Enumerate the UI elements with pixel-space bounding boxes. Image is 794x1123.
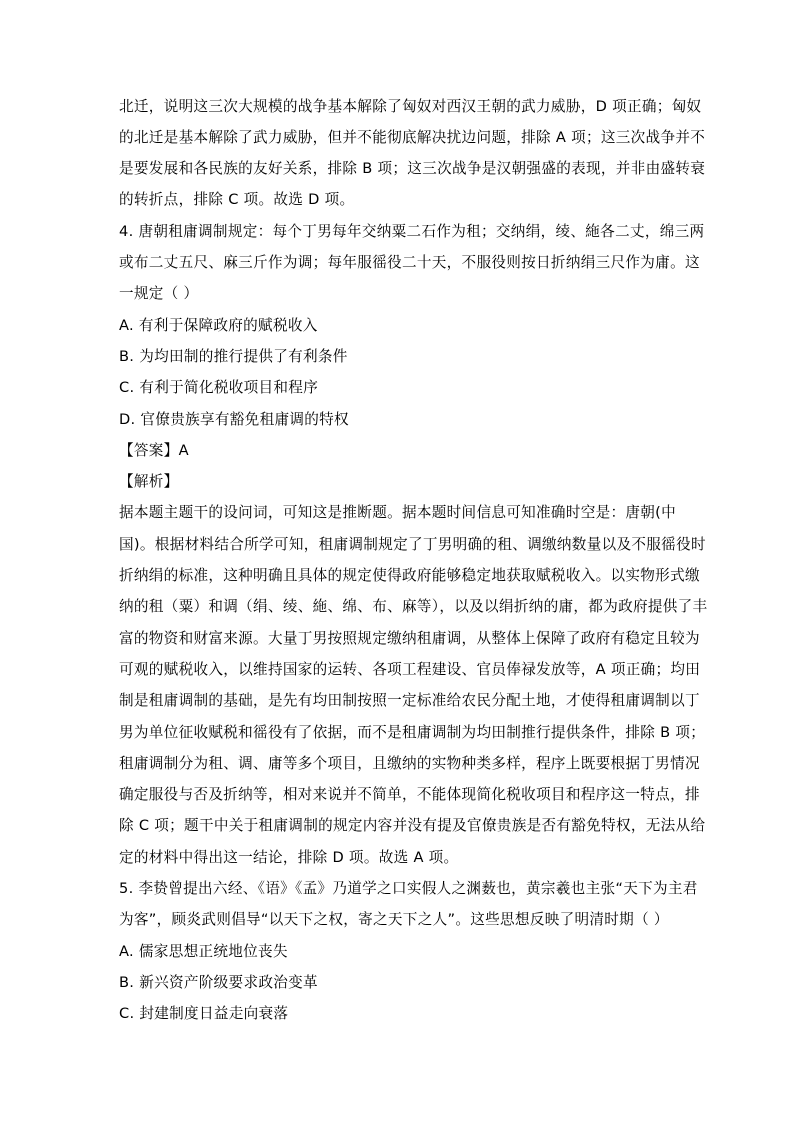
analysis-text: 据本题主题干的设问词，可知这是推断题。据本题时间信息可知准确时空是：唐朝(中 [119, 504, 677, 521]
analysis-text: 国)。根据材料结合所学可知，租庸调制规定了丁男明确的租、调缴纳数量以及不服徭役时 [119, 536, 706, 553]
analysis-text: 折纳绢的标准，这种明确且具体的规定使得政府能够稳定地获取赋税收入。以实物形式缴 [119, 567, 700, 584]
analysis-text: 定的材料中得出这一结论，排除 D 项。故选 A 项。 [119, 849, 459, 866]
question-5-stem: 5. 李贽曾提出六经、《语》《孟》乃道学之口实假人之渊薮也，黄宗羲也主张“天下为主君 [119, 880, 698, 897]
analysis-text: 确定服役与否及折纳等，相对来说并不简单，不能体现简化税收项目和程序这一特点，排 [119, 786, 700, 803]
text-line: 为客”，顾炎武则倡导“以天下之权，寄之天下之人”。这些思想反映了明清时期（ ） [119, 911, 669, 928]
option-c: C. 封建制度日益走向衰落 [119, 1005, 289, 1022]
option-d: D. 官僚贵族享有豁免租庸调的特权 [119, 411, 349, 428]
text-line: 的转折点，排除 C 项。故选 D 项。 [119, 191, 355, 208]
question-4-stem: 4. 唐朝租庸调制规定：每个丁男每年交纳粟二石作为租；交纳绢，绫、絁各二丈，绵三两 [119, 223, 705, 240]
text-line: 是要发展和各民族的友好关系，排除 B 项；这三次战争是汉朝强盛的表现，并非由盛转衰 [119, 160, 706, 177]
analysis-text: 可观的赋税收入，以维持国家的运转、各项工程建设、官员俸禄发放等，A 项正确；均田 [119, 661, 701, 678]
option-b: B. 新兴资产阶级要求政治变革 [119, 974, 318, 991]
text-line: 一规定（ ） [119, 285, 199, 302]
analysis-text: 制是租庸调制的基础，是先有均田制按照一定标准给农民分配土地，才使得租庸调制以丁 [119, 692, 700, 709]
option-c: C. 有利于简化税收项目和程序 [119, 379, 319, 396]
analysis-text: 租庸调制分为租、调、庸等多个项目，且缴纳的实物种类多样，程序上既要根据丁男情况 [119, 755, 700, 772]
text-line: 的北迁是基本解除了武力威胁，但并不能彻底解决扰边问题，排除 A 项；这三次战争并不 [119, 129, 706, 146]
analysis-label: 【解析】 [119, 473, 179, 490]
text-line: 或布二丈五尺、麻三斤作为调；每年服徭役二十天，不服役则按日折纳绢三尺作为庸。这 [119, 254, 700, 271]
answer-label: 【答案】A [119, 442, 189, 459]
analysis-text: 男为单位征收赋税和徭役有了依据，而不是租庸调制为均田制推行提供条件，排除 B 项； [119, 724, 706, 741]
analysis-text: 除 C 项；题干中关于租庸调制的规定内容并没有提及官僚贵族是否有豁免特权，无法从给 [119, 817, 706, 834]
analysis-text: 纳的租（粟）和调（绢、绫、絁、绵、布、麻等），以及以绢折纳的庸，都为政府提供了丰 [119, 598, 708, 615]
analysis-text: 富的物资和财富来源。大量丁男按照规定缴纳租庸调，从整体上保障了政府有稳定且较为 [119, 630, 700, 647]
option-b: B. 为均田制的推行提供了有利条件 [119, 348, 348, 365]
text-line: 北迁，说明这三次大规模的战争基本解除了匈奴对西汉王朝的武力威胁，D 项正确；匈奴 [119, 98, 702, 115]
option-a: A. 有利于保障政府的赋税收入 [119, 317, 318, 334]
option-a: A. 儒家思想正统地位丧失 [119, 943, 288, 960]
